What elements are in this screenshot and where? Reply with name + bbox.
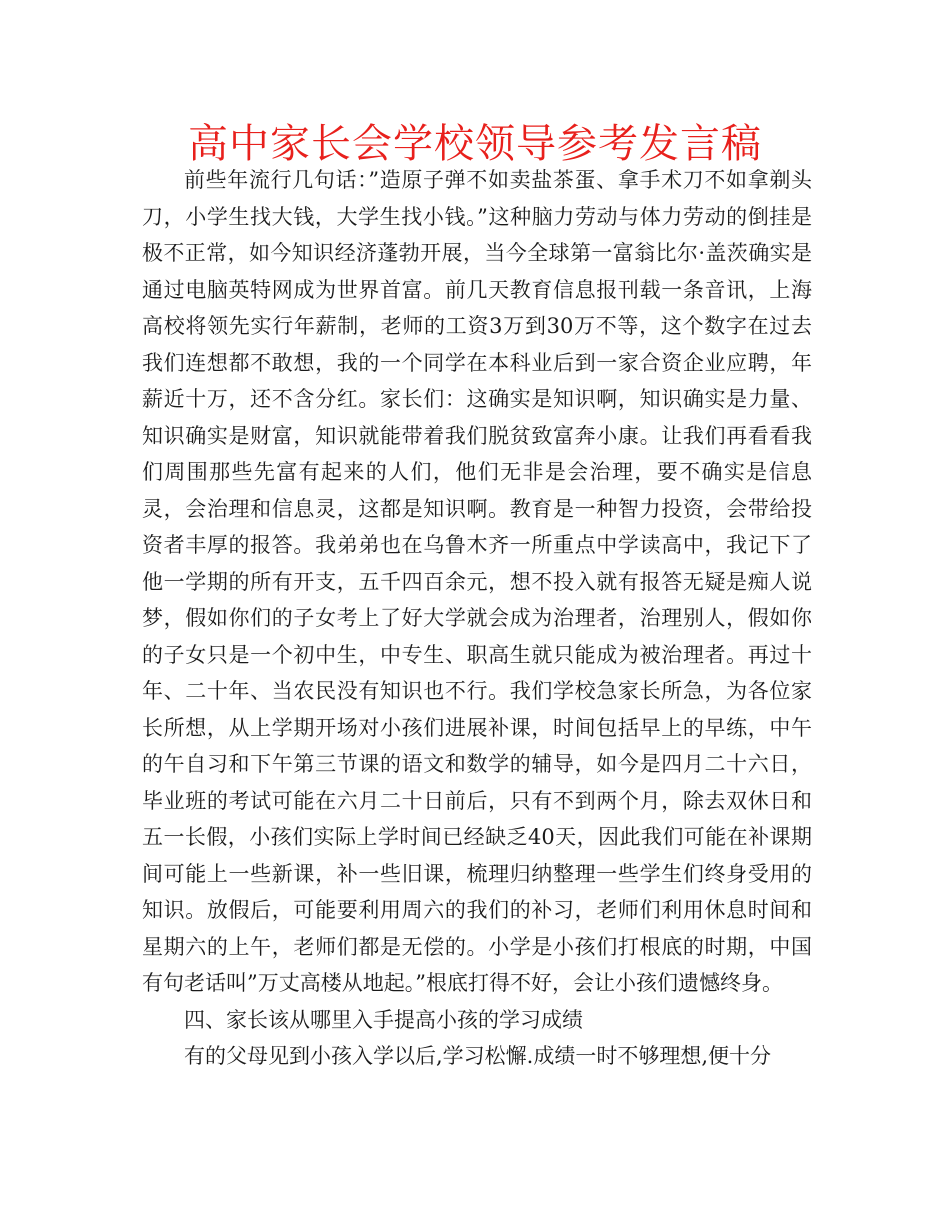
section-heading: 四、家长该从哪里入手提高小孩的学习成绩 xyxy=(184,1007,583,1032)
document-body xyxy=(142,162,812,1075)
paragraph-2: 有的父母见到小孩入学以后,学习松懈.成绩一时不够理想,便十分 xyxy=(184,1044,772,1068)
document-title: 高中家长会学校领导参考发言稿 xyxy=(188,121,762,167)
paragraph-1: 前些年流行几句话：”造原子弹不如卖盐茶蛋、拿手术刀不如拿剃头刀，小学生找大钱，大学生找小钱。”这种脑力劳动与体力劳动的倒挂是极不正常，如今知识经济蓬勃开展，当今全球第一富翁比尔·盖茨确实是通过电脑英特网成为世界首富。前几天教育信息报刊载一条音讯，上海高校将领先实行年薪制，老师的工资3万到30万不等，这个数字在过去我们连想都不敢想，我的一个同学在本科业后到一家合资企业应聘，年薪近十万，还不含分红。家长们：这确实是知识啊，知识确实是力量、知识确实是财富，知识就能带着我们脱贫致富奔小康。让我们再看看我们周围那些先富有起来的人们，他们无非是会治理，要不确实是信息灵，会治理和信息灵，这都是知识啊。教育是一种智力投资，会带给投资者丰厚的报答。我弟弟也在乌鲁木齐一所重点中学读高中，我记下了他一学期的所有开支，五千四百余元，想不投入就有报答无疑是痴人说梦，假如你们的子女考上了好大学就会成为治理者，治理别人，假如你的子女只是一个初中生，中专生、职高生就只能成为被治理者。再过十年、二十年、当农民没有知识也不行。我们学校急家长所急，为各位家长所想，从上学期开场对小孩们进展补课，时间包括早上的早练，中午的午自习和下午第三节课的语文和数学的辅导，如今是四月二十六日，毕业班的考试可能在六月二十日前后，只有不到两个月，除去双休日和五一长假，小孩们实际上学时间已经缺乏40天，因此我们可能在补课期间可能上一些新课，补一些旧课，梳理归纳整理一些学生们终身受用的知识。放假后，可能要利用周六的我们的补习，老师们利用休息时间和星期六的上午，老师们都是无偿的。小学是小孩们打根底的时期，中国有句老话叫”万丈高楼从地起。”根底打得不好，会让小孩们遗憾终身。 xyxy=(142,168,812,995)
